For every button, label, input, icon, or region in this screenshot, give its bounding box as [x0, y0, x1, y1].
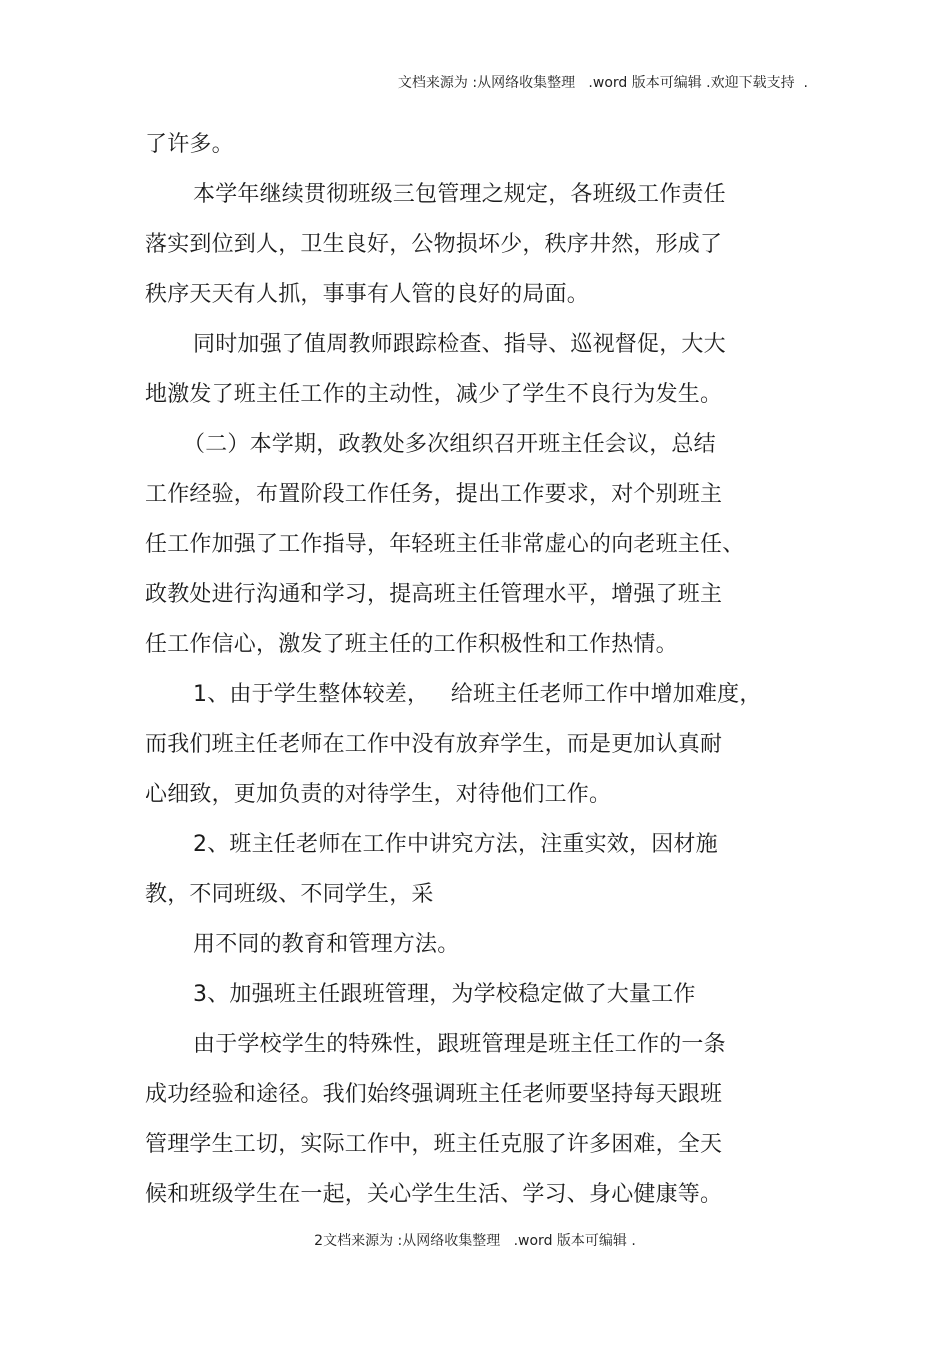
page-header: 文档来源为 :从网络收集整理 .word 版本可编辑 .欢迎下载支持 . [397, 75, 808, 91]
document-body [145, 120, 770, 1220]
text-line: 教，不同班级、不同学生，采 [145, 882, 434, 907]
text-line: 心细致，更加负责的对待学生，对待他们工作。 [145, 782, 612, 807]
text-line: 工作经验，布置阶段工作任务，提出工作要求，对个别班主 [145, 482, 723, 507]
page-footer: 2文档来源为 :从网络收集整理 .word 版本可编辑 . [314, 1233, 636, 1249]
text-line: 3、加强班主任跟班管理，为学校稳定做了大量工作 [193, 982, 696, 1007]
text-line: 而我们班主任老师在工作中没有放弃学生，而是更加认真耐 [145, 732, 723, 757]
text-line: 了许多。 [145, 132, 234, 157]
text-line: 用不同的教育和管理方法。 [193, 932, 460, 957]
text-line: （二）本学期，政教处多次组织召开班主任会议，总结 [183, 432, 716, 457]
text-line: 本学年继续贯彻班级三包管理之规定，各班级工作责任 [193, 182, 726, 207]
text-line: 地激发了班主任工作的主动性，减少了学生不良行为发生。 [145, 382, 723, 407]
text-line: 1、由于学生整体较差， 给班主任老师工作中增加难度， [193, 682, 762, 707]
text-line: 任工作加强了工作指导，年轻班主任非常虚心的向老班主任、 [145, 532, 745, 557]
text-line: 管理学生工切，实际工作中，班主任克服了许多困难，全天 [145, 1132, 723, 1157]
text-line: 由于学校学生的特殊性，跟班管理是班主任工作的一条 [193, 1032, 726, 1057]
text-line: 同时加强了值周教师跟踪检查、指导、巡视督促，大大 [193, 332, 726, 357]
text-line: 落实到位到人，卫生良好，公物损坏少，秩序井然，形成了 [145, 232, 723, 257]
text-line: 任工作信心，激发了班主任的工作积极性和工作热情。 [145, 632, 678, 657]
text-line: 候和班级学生在一起，关心学生生活、学习、身心健康等。 [145, 1182, 723, 1207]
text-line: 秩序天天有人抓，事事有人管的良好的局面。 [145, 282, 590, 307]
text-line: 政教处进行沟通和学习，提高班主任管理水平，增强了班主 [145, 582, 723, 607]
text-line: 2、班主任老师在工作中讲究方法，注重实效，因材施 [193, 832, 718, 857]
text-line: 成功经验和途径。我们始终强调班主任老师要坚持每天跟班 [145, 1082, 723, 1107]
